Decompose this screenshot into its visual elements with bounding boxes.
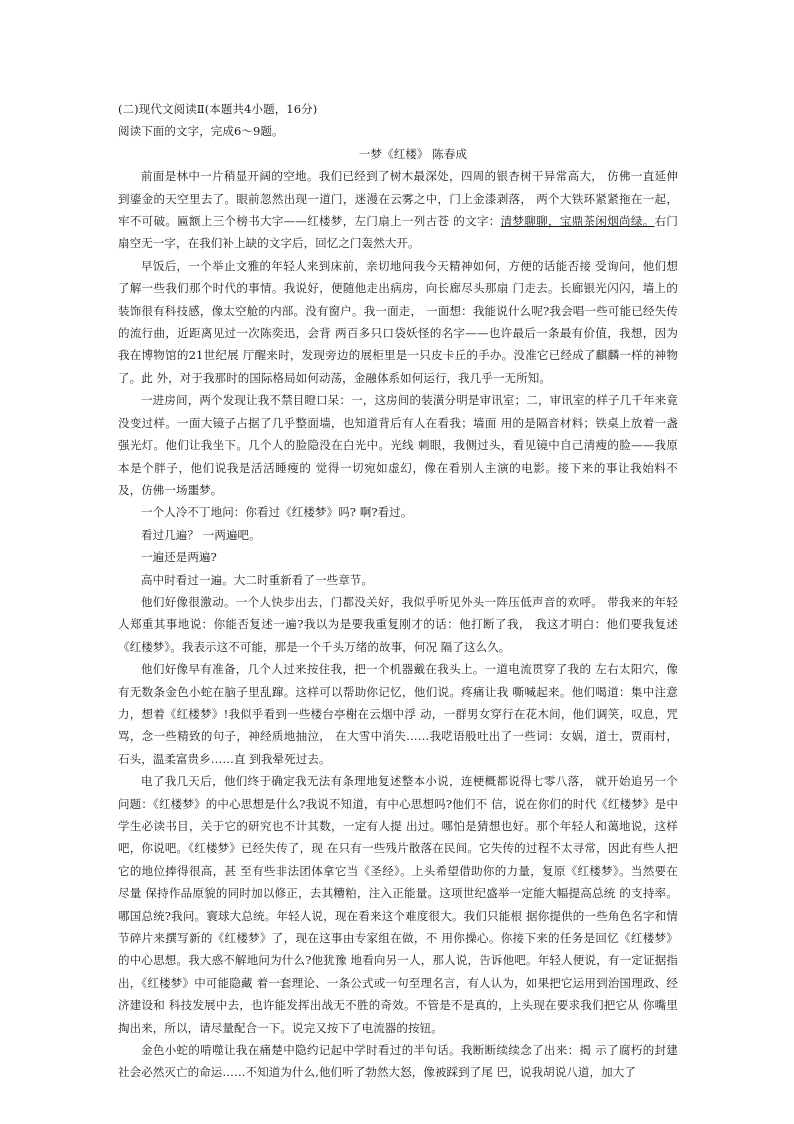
paragraph: 早饭后，一个举止文雅的年轻人来到床前，亲切地问我今天精神如何，方便的话能否接 受询问，他们想了解一些我们那个时代的事情。我说好，便随他走出病房，向长廊尽头那扇 门走去。长廊银光闪闪，墙上的装饰很有科技感，像太空舱的内部。没有窗户。我一面走， 一面想：我能说什么呢?我会唱一些可能已经失传的流行曲，近距离见过一次陈奕迅，会背 两百多只口袋妖怪的名字——也许最后一条最有价值，我想，因为我在博物馆的21世纪展 厅醒来时，发现旁边的展柜里是一只皮卡丘的手办。没准它已经成了麒麟一样的神物了。此 外，对于我那时的国际格局如何动荡，金融体系如何运行，我几乎一无所知。 — [118, 258, 678, 385]
paragraph: 他们好像早有准备，几个人过来按住我，把一个机器戴在我头上。一道电流贯穿了我的 左右太阳穴，像有无数条金色小蛇在脑子里乱蹿。这样可以帮助你记忆，他们说。疼痛让我 嘶喊起来。他们喝道：集中注意力，想着《红楼梦》!我似乎看到一些楼台亭榭在云烟中浮 动，一群男女穿行在花木间，他们调笑，叹息，咒骂，念一些精致的句子，神经质地抽泣， 在大雪中消失……我呓语般吐出了一些词：女娲，道士，贾雨村，石头，温柔富贵乡……直 到我晕死过去。 — [118, 662, 678, 766]
article-title: 一梦《红楼》 陈春成 — [358, 146, 468, 161]
paragraph: 他们好像很激动。一个人快步出去，门都没关好，我似乎听见外头一阵压低声音的欢呼。 带我来的年轻人郑重其事地说：你能否复述一遍?我以为是要我重复刚才的话：他打断了我， 我这才明白：他们要我复述《红楼梦》。我表示这不可能，那是一个千头万绪的故事，何况 隔了这么久。 — [118, 594, 678, 654]
instruction-line: 阅读下面的文字，完成6～9题。 — [118, 124, 284, 139]
dialogue-line: 一遍还是两遍? — [141, 550, 217, 565]
paragraph-intro — [118, 165, 678, 255]
dialogue-line: 看过几遍？ 一两遍吧。 — [141, 527, 261, 542]
dialogue-line: 一个人冷不丁地问：你看过《红楼梦》吗? 啊?看过。 — [141, 505, 413, 520]
section-heading: (二)现代文阅读Ⅱ(本题共4小题，16分) — [118, 102, 318, 116]
dialogue-line: 高中时看过一遍。大二时重新看了一些章节。 — [141, 572, 373, 587]
document-body — [118, 98, 678, 1084]
intro-text-pre: 前面是林中一片稍显开阔的空地。我们已经到了树木最深处，四周的银杏树干异常高大， 仿佛一直延伸到鎏金的天空里去了。眼前忽然出现一道门，迷漫在云雾之中，门上金漆剥落， 两个大铁环紧紧拖在一起，牢不可破。匾额上三个榜书大字——红楼梦，左门扇上一列古苍 的文字： — [118, 169, 678, 229]
intro-text-post: 右门扇空无一字，在我们补上缺的文字后，回忆之门轰然大开。 — [118, 214, 679, 251]
paragraph: 一进房间，两个发现让我不禁目瞪口呆：一，这房间的装潢分明是审讯室；二，审讯室的样子几千年来竟没变过样。一面大镜子占据了几乎整面墙，也知道背后有人在看我；墙面 用的是隔音材料；铁桌上放着一盏强光灯。他们让我坐下。几个人的脸隐没在白光中。光线 刺眼，我侧过头，看见镜中自己清瘦的脸——我原本是个胖子，他们说我是活活睡瘦的 觉得一切宛如虚幻，像在看别人主演的电影。接下来的事让我始料不及，仿佛一场噩梦。 — [118, 393, 678, 497]
paragraph: 电了我几天后，他们终于确定我无法有条理地复述整本小说，连梗概都说得七零八落， 就开始追另一个问题：《红楼梦》的中心思想是什么?我说不知道，有中心思想吗?他们不 信，说在你们的时代《红楼梦》是中学生必读书目，关于它的研究也不计其数，一定有人提 出过。哪怕是猜想也好。那个年轻人和蔼地说，这样吧，你说吧。《红楼梦》已经失传了，现 在只有一些残片散落在民间。它失传的过程不太寻常，因此有些人把它的地位捧得很高，甚 至有些非法团体拿它当《圣经》。上头希望借助你的力量，复原《红楼梦》。当然要在尽量 保持作品原貌的同时加以修正，去其糟粕，注入正能量。这项世纪盛举一定能大幅提高总统 的支持率。哪国总统?我问。寰球大总统。年轻人说，现在看来这个难度很大。我们只能根 据你提供的一些角色名字和情节碎片来撰写新的《红楼梦》了，现在这事由专家组在做，不 用你操心。你接下来的任务是回忆《红楼梦》的中心思想。我大惑不解地问为什么?他犹豫 地看向另一人，那人说，告诉他吧。年轻人便说，有一定证据指出，《红楼梦》中可能隐藏 着一套理论、一条公式或一句至理名言，有人认为，如果把它运用到治国理政、经济建设和 科技发展中去，也许能发挥出战无不胜的奇效。不管是不是真的，上头现在要求我们把它从 你嘴里掏出来，所以，请尽量配合一下。说完又按下了电流器的按钮。 — [118, 774, 678, 1035]
underlined-quote: 清梦聊聊，宝鼎茶闲烟尚绿。 — [500, 214, 655, 229]
paragraph: 金色小蛇的啃噬让我在痛楚中隐约记起中学时看过的半句话。我断断续续念了出来：揭 示了腐朽的封建社会必然灭亡的命运……不知道为什么,他们听了勃然大怒，像被踩到了尾 巴，说我胡说八道，加大了 — [118, 1043, 678, 1080]
